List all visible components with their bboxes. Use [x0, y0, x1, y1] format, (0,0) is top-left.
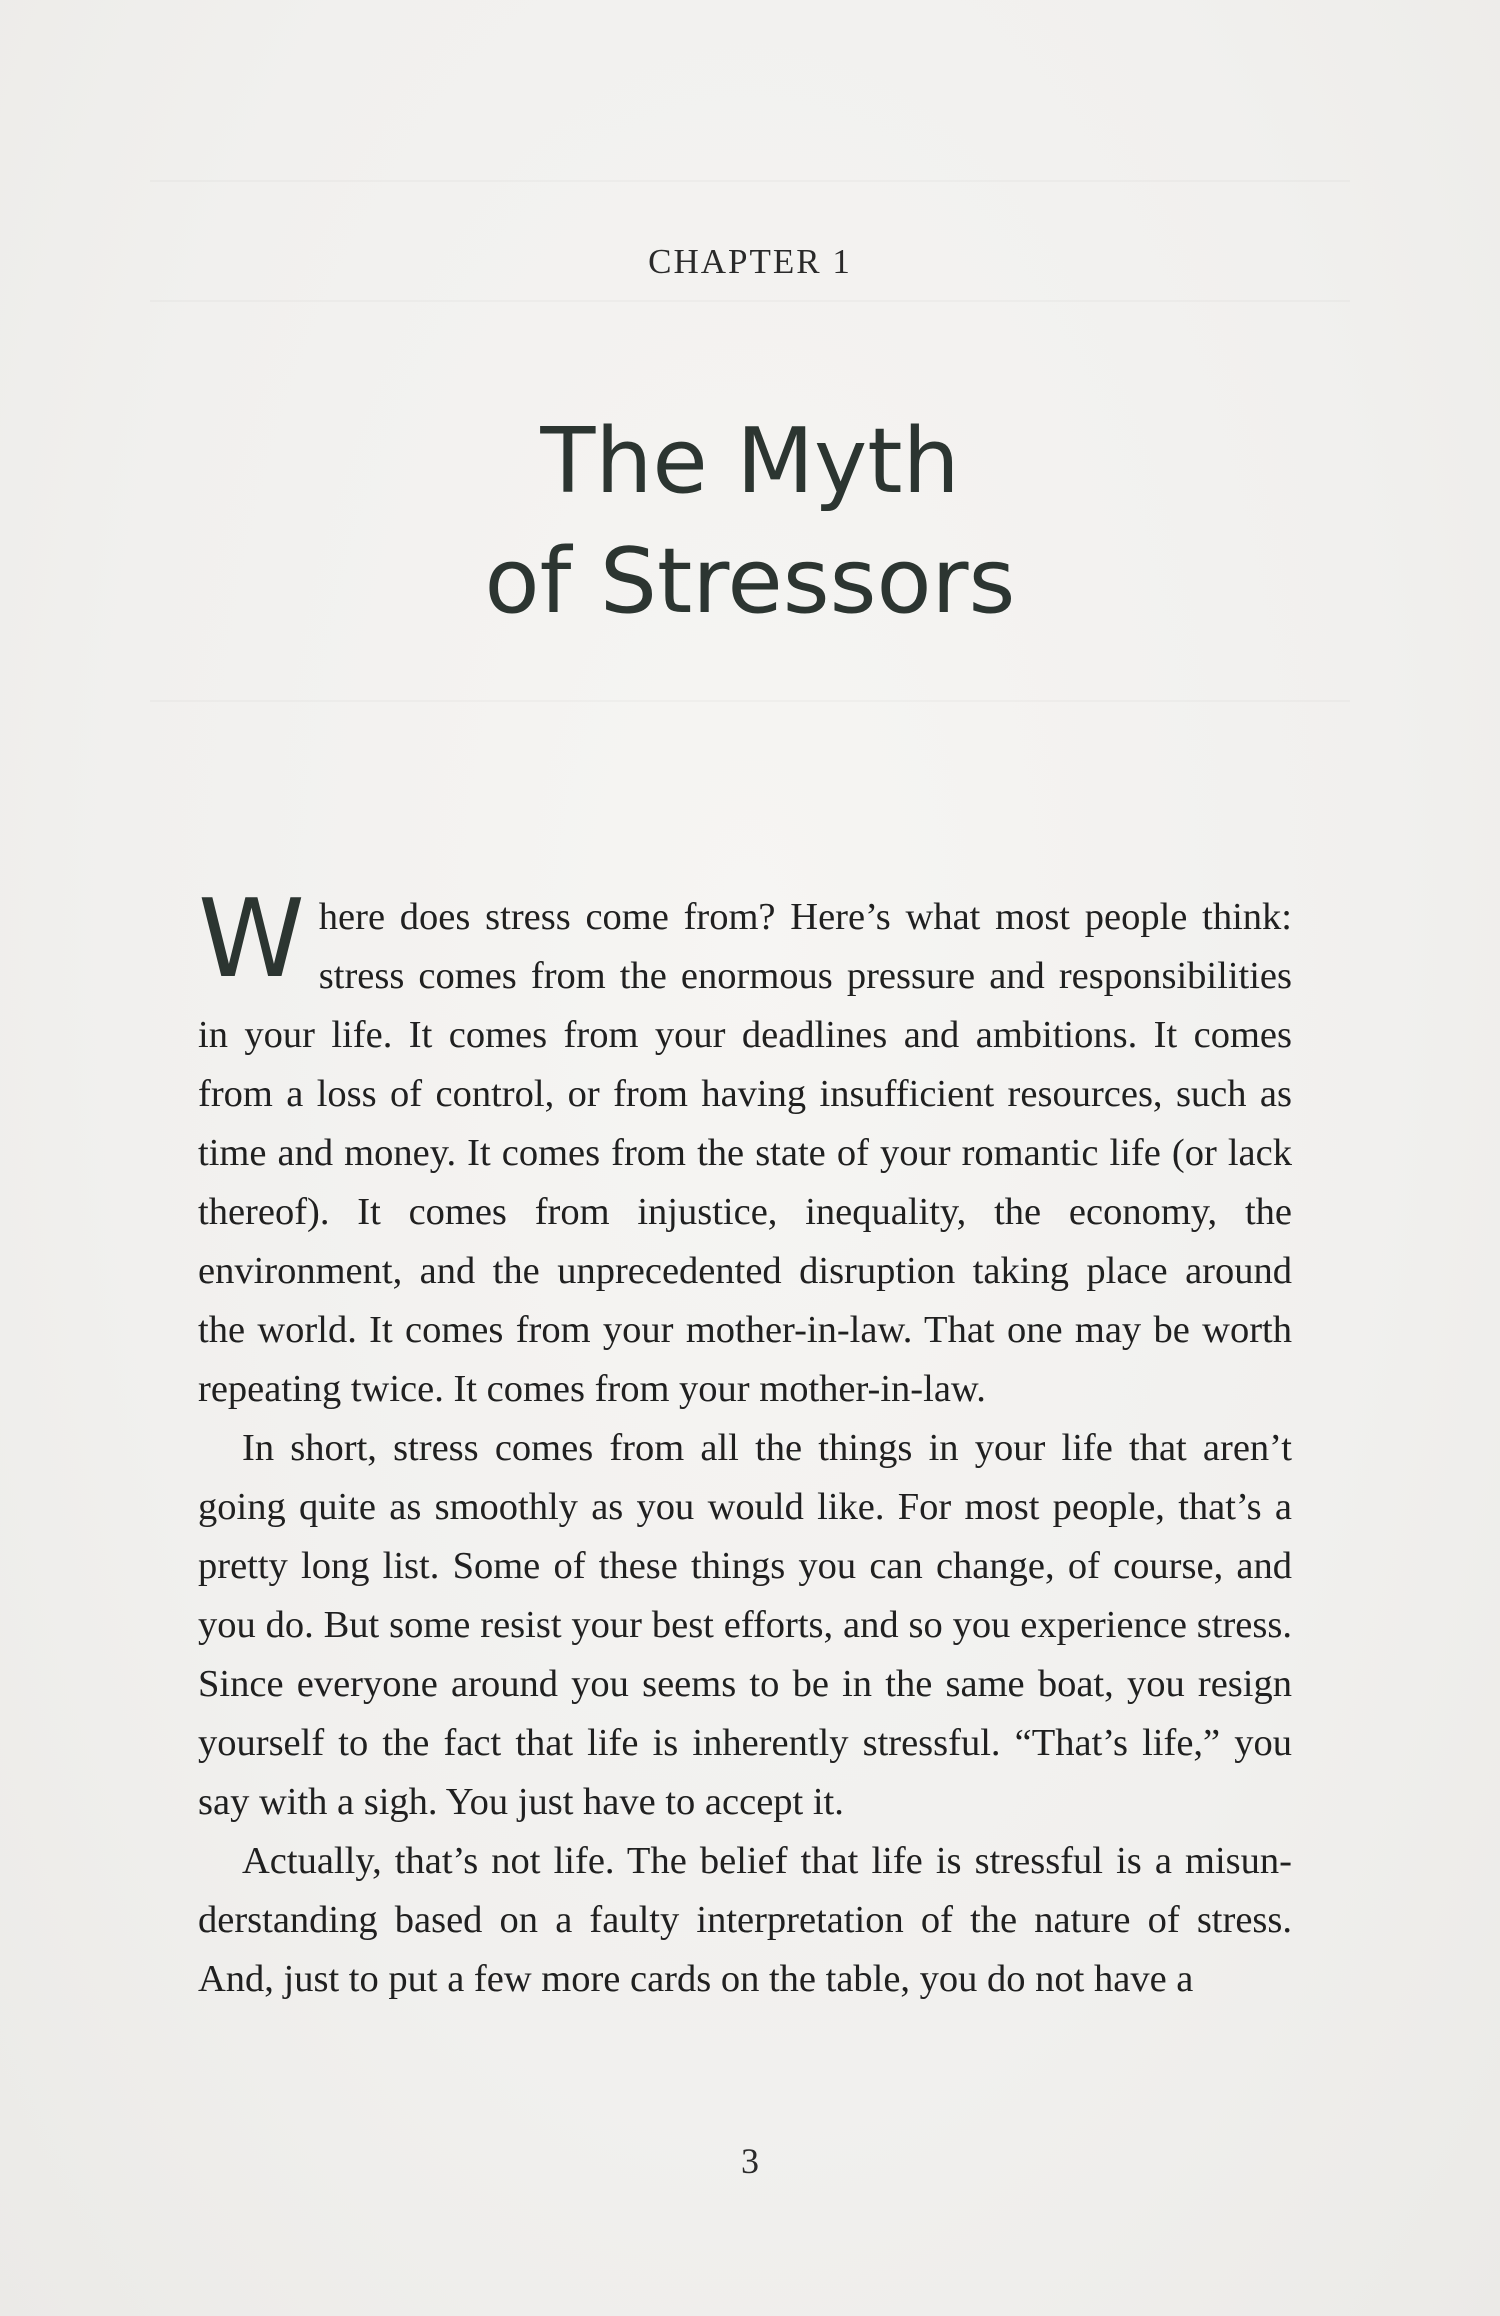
show-through-line: [150, 700, 1350, 702]
show-through-line: [150, 300, 1350, 302]
page-number: 3: [741, 2141, 759, 2181]
body-text: [198, 877, 1292, 2009]
chapter-title-line-1: The Myth: [540, 409, 960, 514]
show-through-line: [150, 180, 1350, 182]
chapter-label: CHAPTER 1: [648, 242, 852, 281]
chapter-title-line-2: of Stressors: [484, 529, 1016, 634]
paragraph-2: In short, stress comes from all the things in your life that aren’t going quite as smoothly as you would like. For most people, that’s a pretty long list. Some of these things you can change, of course, and you do. But some resist your best efforts, and so you experience stress. Since everyone around you seems to be in the same boat, you resign yourself to the fact that life is inherently stressful. “That’s life,” you say with a sigh. You just have to accept it.: [198, 1427, 1292, 1823]
drop-cap: W: [198, 877, 305, 1002]
paragraph-3: Actually, that’s not life. The belief that life is stressful is a misunderstanding based on a faulty interpretation of the nature of stress. And, just to put a few more cards on the table, you do not have a: [198, 1840, 1292, 2000]
paragraph-1-text: here does stress come from? Here’s what most people think: stress comes from the enormous pressure and responsibilities in your life. It comes from your deadlines and ambitions. It comes from a loss of control, or from having insufficient resources, such as time and money. It comes from the state of your romantic life (or lack thereof). It comes from injustice, inequality, the economy, the environment, and the unprecedented disruption taking place around the world. It comes from your mother-in-law. That one may be worth repeating twice. It comes from your mother-in-law.: [198, 896, 1292, 1410]
chapter-title: [0, 402, 1500, 642]
paragraph-1: [198, 877, 1292, 1419]
